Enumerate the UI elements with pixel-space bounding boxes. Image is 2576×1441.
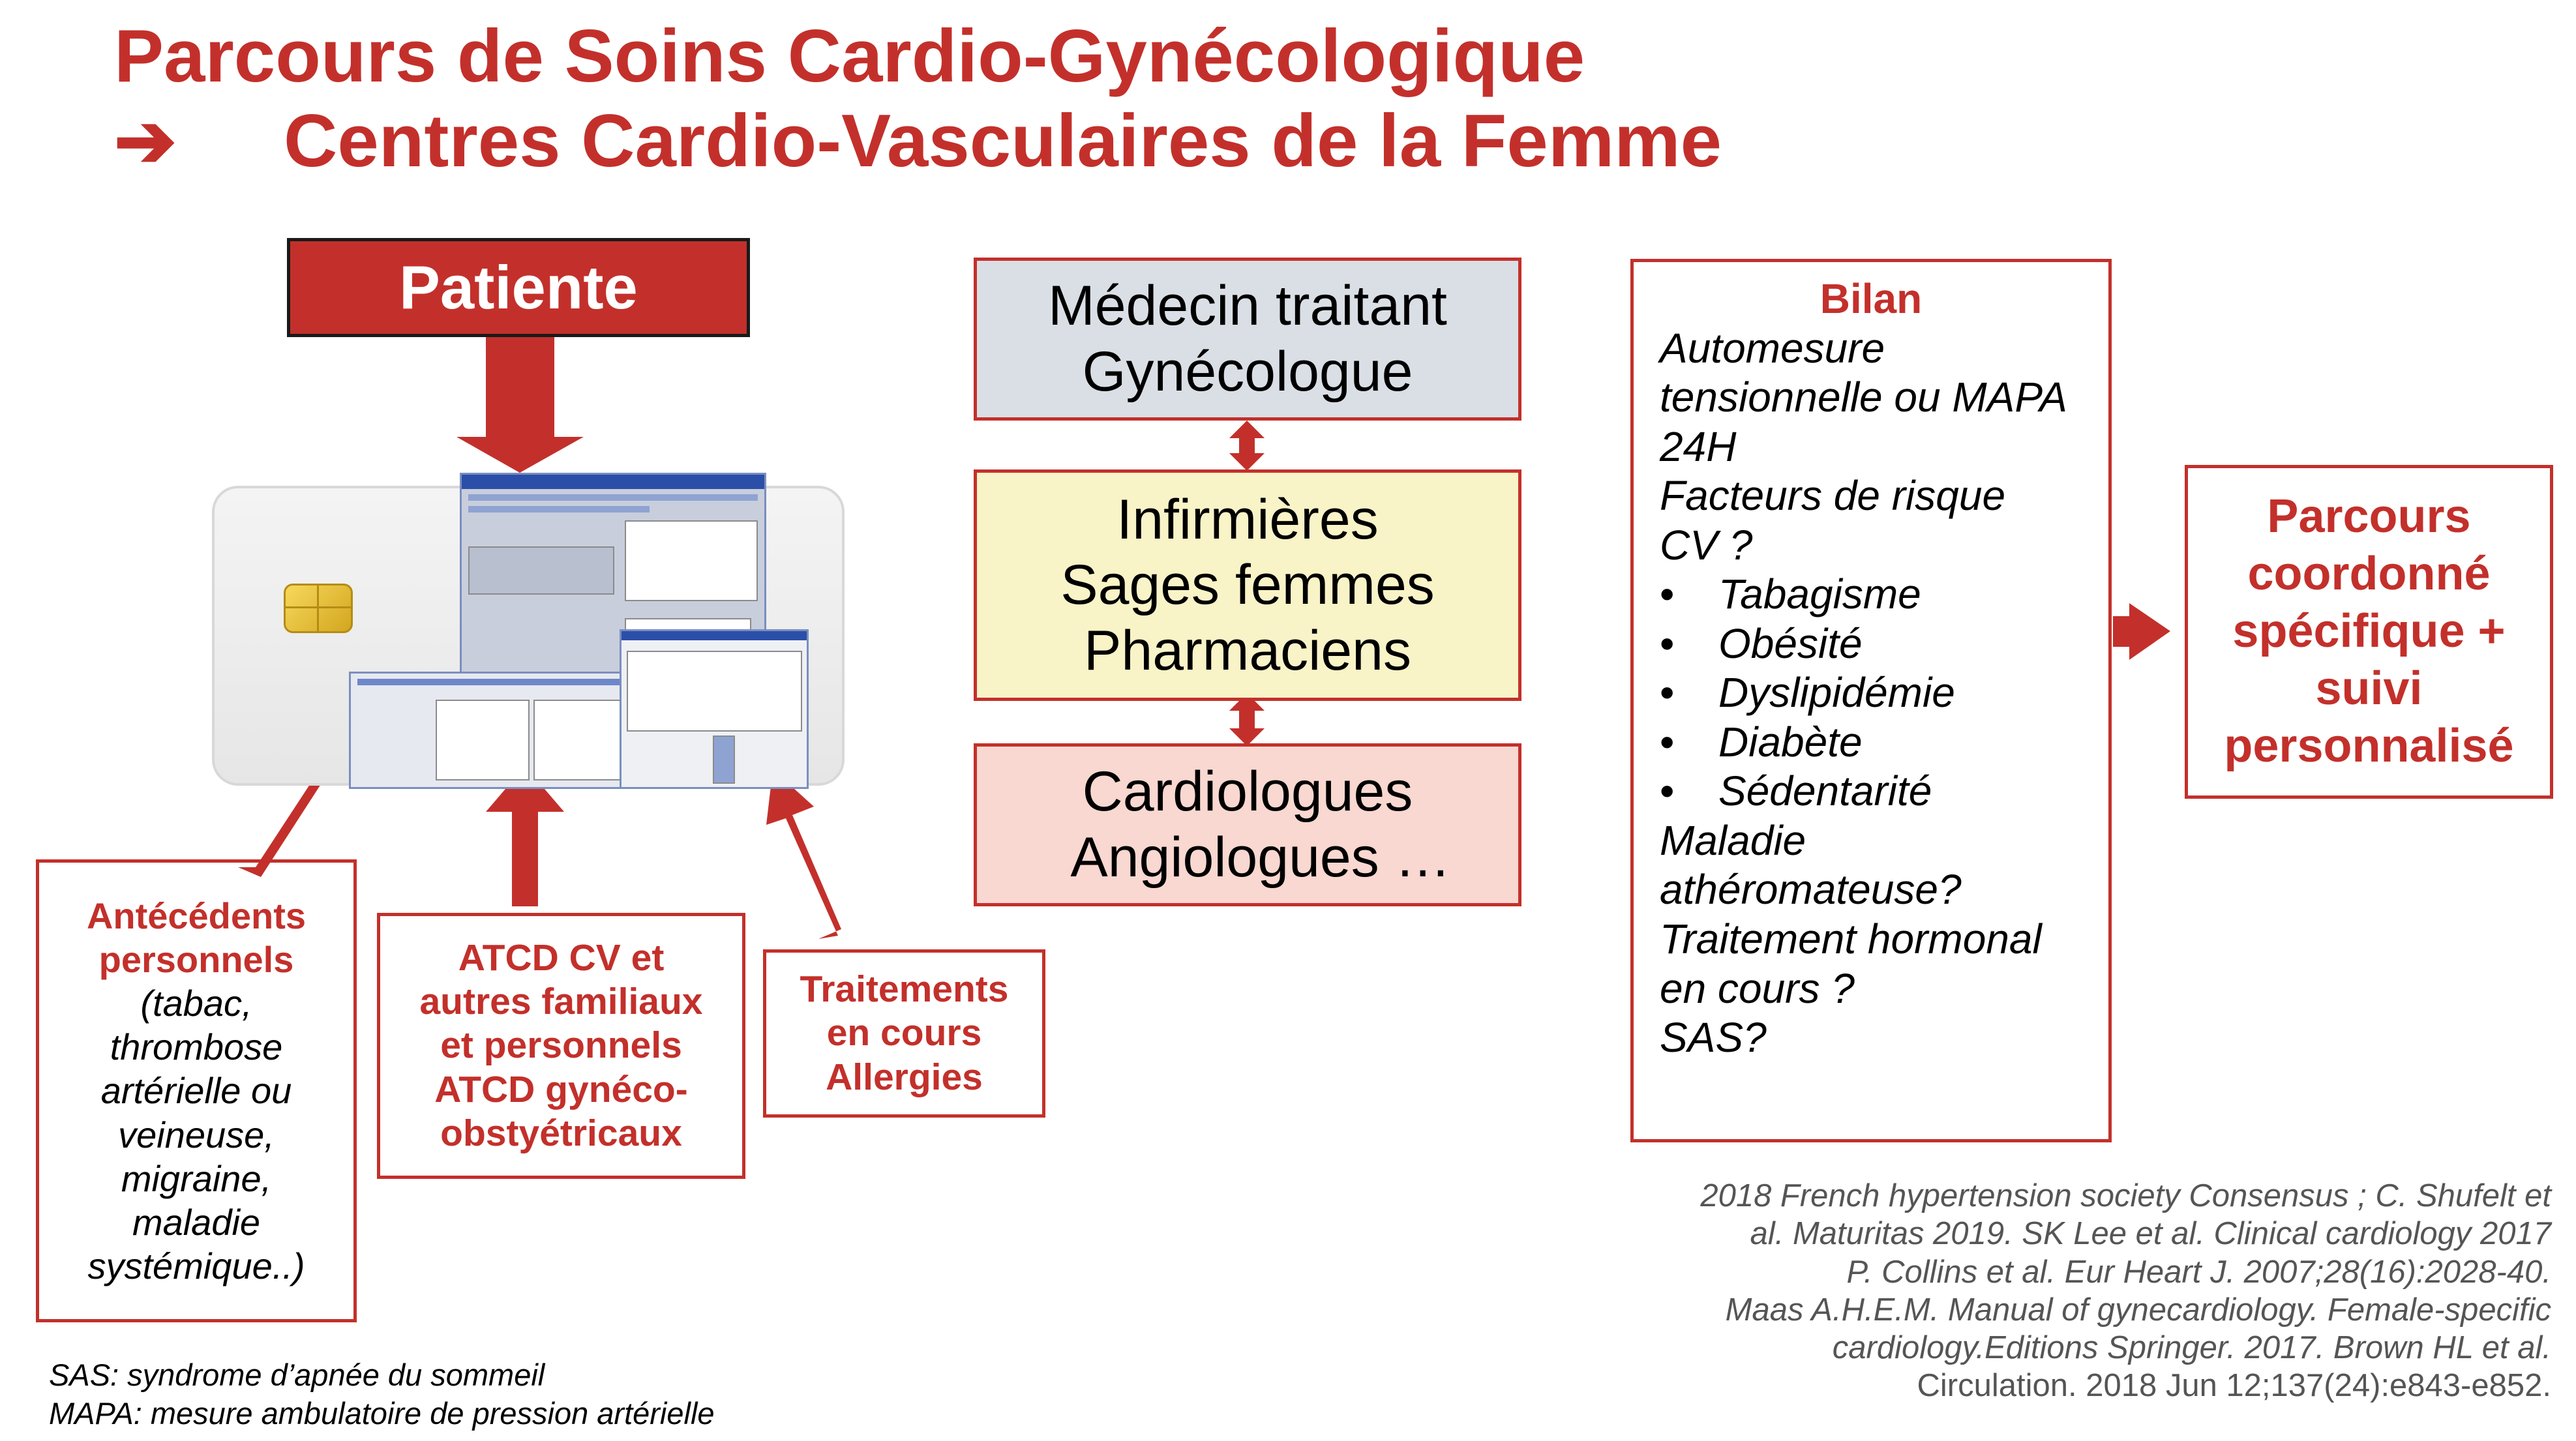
bilan-text-line: CV ? [1660, 521, 1753, 569]
antecedents-line: veineuse, [118, 1114, 275, 1155]
traitements-arrow [766, 769, 841, 939]
reference-line: Maas A.H.E.M. Manual of gynecardiology. Female-specific [1725, 1292, 2551, 1328]
title-line-2: Centres Cardio-Vasculaires de la Femme [284, 100, 1722, 183]
atcd-line: ATCD gynéco- [434, 1068, 688, 1110]
reference-line: P. Collins et al. Eur Heart J. 2007;28(16):2028-40. [1846, 1254, 2551, 1290]
bilan-text-line: tensionnelle ou MAPA [1660, 374, 2067, 421]
bilan-bullet-item: • Dyslipidémie [1718, 668, 2108, 718]
infirmieres-line: Sages femmes [1060, 554, 1435, 617]
antecedents-line: (tabac, [140, 983, 252, 1024]
medecin-box [974, 258, 1521, 421]
footnote-mapa: MAPA: mesure ambulatoire de pression artérielle [49, 1395, 715, 1431]
atcd-line: ATCD CV et [458, 936, 665, 979]
bilan-to-parcours-arrow [2113, 603, 2170, 660]
table-window-icon [620, 629, 809, 789]
bilan-box [1630, 259, 2112, 1142]
medecin-line: Médecin traitant [1048, 275, 1447, 338]
traitements-line: en cours [826, 1012, 982, 1054]
bilan-text-line: Maladie [1660, 816, 1806, 864]
reference-line: cardiology.Editions Springer. 2017. Brown HL et al. [1832, 1330, 2551, 1366]
bilan-bullet-item: • Sédentarité [1718, 767, 2108, 816]
infirmieres-line: Pharmaciens [1084, 619, 1411, 682]
bilan-bullet-item: • Obésité [1718, 619, 2108, 669]
chip-icon [284, 584, 353, 633]
antecedents-box [36, 859, 357, 1322]
title-arrow-icon: ➔ [114, 100, 177, 183]
patient-down-arrow [457, 336, 584, 473]
bilan-bullet-item: • Tabagisme [1718, 570, 2108, 619]
atcd-line: obstyétricaux [440, 1112, 682, 1154]
atcd-box [377, 913, 745, 1179]
infirmieres-line: Infirmières [1116, 488, 1379, 551]
traitements-box [763, 949, 1045, 1118]
antecedents-title-2: personnels [98, 938, 294, 980]
bilan-bullet-item: • Diabète [1718, 718, 2108, 767]
reference-line: 2018 French hypertension society Consensus ; C. Shufelt et [1700, 1178, 2551, 1213]
title-line-1: Parcours de Soins Cardio-Gynécologique [114, 15, 1585, 98]
references-block [1700, 1177, 2551, 1405]
form-window-icon [349, 672, 636, 789]
patient-label: Patiente [399, 253, 638, 321]
bilan-title: Bilan [1820, 275, 1923, 322]
reference-line: Circulation. 2018 Jun 12;137(24):e843-e852. [1917, 1368, 2551, 1404]
antecedents-line: thrombose [110, 1026, 283, 1068]
parcours-line: coordonné [2247, 548, 2491, 601]
traitements-line: Allergies [826, 1056, 983, 1098]
bilan-text-line: SAS? [1660, 1014, 1767, 1062]
bilan-text-line: Traitement hormonal [1660, 915, 2042, 962]
footnote-sas: SAS: syndrome d’apnée du sommeil [49, 1358, 545, 1392]
parcours-line: Parcours [2267, 490, 2471, 543]
parcours-line: spécifique + [2232, 605, 2506, 658]
antecedents-line: migraine, [121, 1157, 272, 1199]
infirmieres-cardiologues-double-arrow [1229, 693, 1265, 746]
antecedents-line: maladie [132, 1201, 261, 1243]
medecin-line: Gynécologue [1082, 340, 1413, 403]
cardiologues-line: Angiologues … [1070, 826, 1451, 889]
bilan-text-line: Automesure [1660, 324, 1885, 372]
bilan-risk-list [1660, 570, 2108, 816]
atcd-line: autres familiaux [419, 981, 703, 1023]
footnotes [49, 1356, 715, 1433]
parcours-line: suivi [2315, 662, 2423, 715]
antecedents-title-1: Antécédents [86, 895, 307, 936]
bilan-text-line: Facteurs de risque [1660, 472, 2006, 520]
parcours-box [2185, 465, 2553, 799]
cardiologues-line: Cardiologues [1082, 760, 1413, 824]
parcours-line: personnalisé [2224, 719, 2514, 772]
patient-box [287, 238, 750, 337]
medecin-infirmieres-double-arrow [1229, 421, 1265, 471]
reference-line: al. Maturitas 2019. SK Lee et al. Clinical cardiology 2017 [1750, 1216, 2551, 1252]
bilan-text-line: 24H [1660, 423, 1737, 470]
traitements-line: Traitements [800, 968, 1009, 1011]
atcd-line: et personnels [440, 1024, 682, 1067]
antecedents-line: systémique..) [87, 1245, 305, 1287]
bilan-text-line: en cours ? [1660, 964, 1855, 1012]
antecedents-line: artérielle ou [100, 1070, 292, 1112]
bilan-text-line: athéromateuse? [1660, 866, 1962, 914]
cardiologues-box [974, 743, 1521, 906]
infirmieres-box [974, 469, 1521, 701]
